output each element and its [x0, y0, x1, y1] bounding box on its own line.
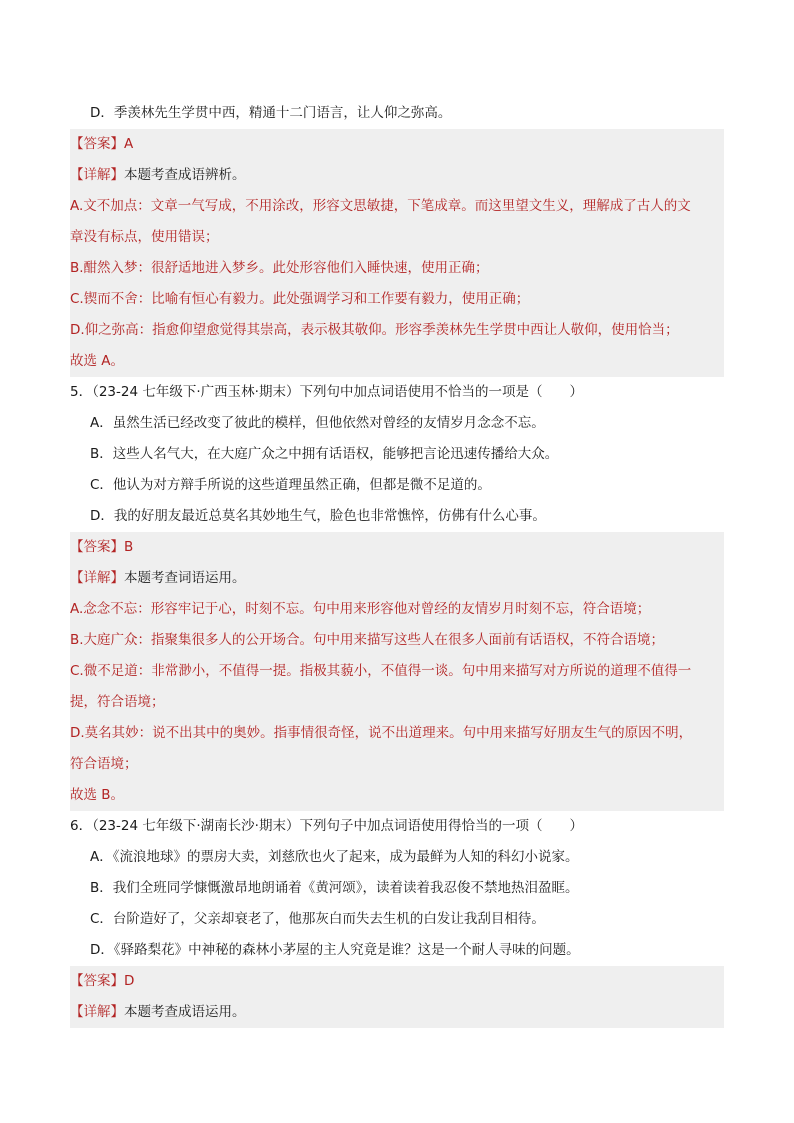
- detail-text: 本题考查成语运用。: [124, 1004, 246, 1020]
- detail-tag: 【详解】: [70, 167, 124, 183]
- q5-option-b: B．这些人名气大，在大庭广众之中拥有话语权，能够把言论迅速传播给大众。: [90, 446, 559, 462]
- q5-explain-a: A.念念不忘：形容牢记于心，时刻不忘。句中用来形容他对曾经的友情岁月时刻不忘，符合语境；: [70, 594, 724, 625]
- q6-option-d: D．《驿路梨花》中神秘的森林小茅屋的主人究竟是谁？这是一个耐人寻味的问题。: [90, 942, 580, 958]
- q5-stem: 5．（23-24 七年级下·广西玉林·期末）下列句中加点词语使用不恰当的一项是（ ）: [70, 384, 583, 400]
- q5-option-d: D．我的好朋友最近总莫名其妙地生气，脸色也非常憔悴，仿佛有什么心事。: [90, 508, 546, 524]
- answer-value: A: [124, 136, 134, 152]
- q4-explain-a-1: A.文不加点：文章一气写成，不用涂改，形容文思敏捷，下笔成章。而这里望文生义，理解成了古人的文: [70, 191, 724, 222]
- q6-option-a: A．《流浪地球》的票房大卖，刘慈欣也火了起来，成为最鲜为人知的科幻小说家。: [90, 849, 579, 865]
- answer-tag: 【答案】: [70, 539, 124, 555]
- q5-explain-b: B.大庭广众：指聚集很多人的公开场合。句中用来描写这些人在很多人面前有话语权，不符合语境；: [70, 625, 724, 656]
- detail-tag: 【详解】: [70, 570, 124, 586]
- q6-detail-line: [70, 997, 724, 1028]
- q4-explain-d: D.仰之弥高：指愈仰望愈觉得其崇高，表示极其敬仰。形容季羡林先生学贯中西让人敬仰，使用恰当；: [70, 315, 724, 346]
- q6-option-b: B．我们全班同学慷慨激昂地朗诵着《黄河颂》，读着读着我忍俊不禁地热泪盈眶。: [90, 880, 579, 896]
- answer-tag: 【答案】: [70, 136, 124, 152]
- answer-tag: 【答案】: [70, 973, 124, 989]
- q5-option-c: C．他认为对方辩手所说的这些道理虽然正确，但都是微不足道的。: [90, 477, 491, 493]
- q5-explain-c-2: 提，符合语境；: [70, 687, 724, 718]
- detail-text: 本题考查成语辨析。: [124, 167, 246, 183]
- q4-option-d: D．季羡林先生学贯中西，精通十二门语言，让人仰之弥高。: [90, 105, 452, 121]
- q4-answer-line: [70, 129, 724, 160]
- q5-explain-d-1: D.莫名其妙：说不出其中的奥妙。指事情很奇怪，说不出道理来。句中用来描写好朋友生气的原因不明，: [70, 718, 724, 749]
- q4-explain-c: C.锲而不舍：比喻有恒心有毅力。此处强调学习和工作要有毅力，使用正确；: [70, 284, 724, 315]
- q6-option-c: C．台阶造好了，父亲却衰老了，他那灰白而失去生机的白发让我刮目相待。: [90, 911, 545, 927]
- detail-tag: 【详解】: [70, 1004, 124, 1020]
- q5-explain-d-2: 符合语境；: [70, 749, 724, 780]
- q4-explain-b: B.酣然入梦：很舒适地进入梦乡。此处形容他们入睡快速，使用正确；: [70, 253, 724, 284]
- q4-detail-line: [70, 160, 724, 191]
- q5-explain-c-1: C.微不足道：非常渺小，不值得一提。指极其藐小，不值得一谈。句中用来描写对方所说的道理不值得一: [70, 656, 724, 687]
- q6-stem: 6．（23-24 七年级下·湖南长沙·期末）下列句子中加点词语使用得恰当的一项（ ）: [70, 818, 583, 834]
- q6-answer-line: [70, 966, 724, 997]
- q5-answer-line: [70, 532, 724, 563]
- q5-detail-line: [70, 563, 724, 594]
- q5-option-a: A．虽然生活已经改变了彼此的模样，但他依然对曾经的友情岁月念念不忘。: [90, 415, 545, 431]
- detail-text: 本题考查词语运用。: [124, 570, 246, 586]
- answer-value: D: [124, 973, 135, 989]
- q4-explain-a-2: 章没有标点，使用错误；: [70, 222, 724, 253]
- answer-value: B: [124, 539, 134, 555]
- q5-choose: 故选 B。: [70, 780, 724, 811]
- q4-choose: 故选 A。: [70, 346, 724, 377]
